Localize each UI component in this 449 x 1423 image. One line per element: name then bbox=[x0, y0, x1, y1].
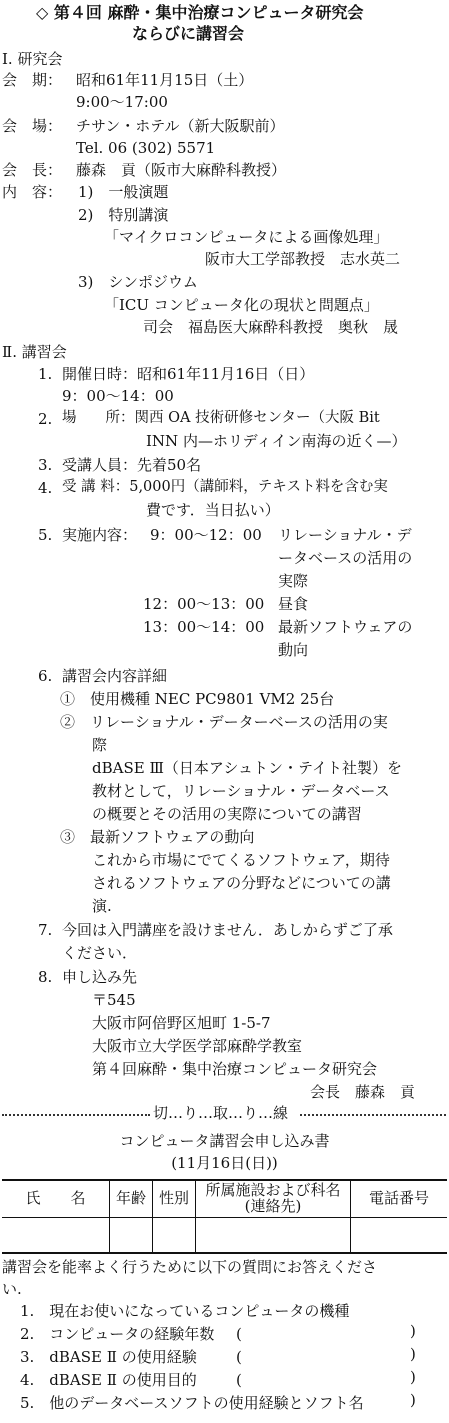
schedule-time: 9：00〜14：00 bbox=[62, 387, 174, 405]
address-line: 第４回麻酔・集中治療コンピュータ研究会 bbox=[92, 1060, 378, 1078]
signature: 会長 藤森 貢 bbox=[310, 1083, 416, 1101]
dates-label: 会 期： bbox=[2, 71, 63, 89]
question-item: 4. dBASE Ⅱ の使用目的 bbox=[20, 1371, 197, 1389]
program-label: 実施内容： bbox=[62, 526, 138, 544]
address-line: 〒545 bbox=[92, 991, 136, 1009]
form-date: (11月16日(日)) bbox=[171, 1154, 278, 1172]
title-line2: ならびに講習会 bbox=[132, 24, 245, 43]
schedule-desc: 実際 bbox=[278, 572, 309, 590]
answer-paren-close[interactable]: ) bbox=[410, 1391, 416, 1409]
apply-heading: 申し込み先 bbox=[62, 968, 138, 986]
header-affiliation: 所属施設および科名 (連絡先) bbox=[196, 1180, 351, 1217]
item-number: 4. bbox=[38, 479, 53, 497]
section2-heading: Ⅱ. 講習会 bbox=[2, 343, 67, 361]
venue-tel: Tel. 06 (302) 5571 bbox=[76, 139, 216, 157]
notice-text: 今回は入門講座を設けません．あしからずご了承 bbox=[62, 921, 393, 939]
dates-value: 昭和61年11月15日（土） bbox=[76, 71, 254, 89]
item-number: 7. bbox=[38, 921, 53, 939]
content-item: 2) 特別講演 bbox=[78, 206, 169, 224]
name-cell[interactable] bbox=[2, 1217, 110, 1253]
age-cell[interactable] bbox=[110, 1217, 153, 1253]
item-number: 1. bbox=[38, 365, 53, 383]
detail-line: 演. bbox=[92, 897, 112, 915]
schedule-desc: リレーショナル・デ bbox=[278, 526, 412, 544]
answer-paren-close[interactable]: ) bbox=[410, 1322, 416, 1340]
cut-dots-right bbox=[300, 1114, 446, 1116]
application-table bbox=[2, 1179, 447, 1254]
title-text: 第４回 麻酔・集中治療コンピュータ研究会 bbox=[53, 3, 364, 22]
address-line: 大阪市立大学医学部麻酔学教室 bbox=[92, 1037, 303, 1055]
detail-line: されるソフトウェアの分野などについての講 bbox=[92, 874, 391, 892]
content-item: 「マイクロコンピュータによる画像処理」 bbox=[104, 228, 389, 246]
fee-text: 受 講 料：5,000円（講師料，テキスト料を含む実 bbox=[62, 479, 388, 495]
answer-paren-open[interactable]: ( bbox=[236, 1325, 242, 1343]
diamond-icon: ◇ bbox=[36, 3, 49, 22]
schedule-time: 12：00〜13：00 bbox=[143, 595, 265, 613]
capacity-text: 受講人員：先着50名 bbox=[62, 456, 202, 474]
content-item: 「ICU コンピュータ化の現状と問題点」 bbox=[104, 296, 379, 314]
schedule-desc: 動向 bbox=[278, 641, 309, 659]
schedule-text: 開催日時：昭和61年11月16日（日） bbox=[62, 365, 315, 383]
questions-intro: 講習会を能率よく行うために以下の質問にお答えくださ bbox=[2, 1258, 378, 1276]
cut-line-label: 切…り…取…り…線 bbox=[153, 1104, 289, 1122]
schedule-desc: 最新ソフトウェアの bbox=[278, 618, 413, 636]
table-row bbox=[2, 1217, 447, 1253]
affiliation-cell[interactable] bbox=[196, 1217, 351, 1253]
content-item: 阪市大工学部教授 志水英二 bbox=[205, 250, 401, 268]
content-label: 内 容： bbox=[2, 183, 63, 201]
answer-paren-close[interactable]: ) bbox=[410, 1368, 416, 1386]
content-item: 3) シンポジウム bbox=[78, 273, 198, 291]
address-line: 大阪市阿倍野区旭町 1-5-7 bbox=[92, 1014, 271, 1032]
section1-heading: Ⅰ. 研究会 bbox=[2, 50, 63, 68]
chair-label: 会 長： bbox=[2, 161, 63, 179]
place-text: 場 所：関西 OA 技術研修センター（大阪 Bit bbox=[62, 410, 380, 426]
item-number: 3. bbox=[38, 456, 53, 474]
detail-line: の概要とその活用の実際についての講習 bbox=[92, 805, 362, 823]
cut-dots-left bbox=[2, 1114, 150, 1116]
venue-label: 会 場： bbox=[2, 117, 63, 135]
question-item: 5. 他のデータベースソフトの使用経験とソフト名 bbox=[20, 1394, 364, 1412]
place-text-cont: INN 内—ホリディイン南海の近く—） bbox=[146, 432, 407, 450]
content-item: 司会 福島医大麻酔科教授 奥秋 晟 bbox=[143, 318, 399, 336]
item-number: 6. bbox=[38, 667, 53, 685]
header-sex: 性別 bbox=[153, 1180, 196, 1217]
content-item: 1) 一般演題 bbox=[78, 183, 169, 201]
questions-intro-cont: い. bbox=[2, 1280, 22, 1298]
item-number: 5. bbox=[38, 526, 53, 544]
question-item: 3. dBASE Ⅱ の使用経験 bbox=[20, 1348, 197, 1366]
details-heading: 講習会内容詳細 bbox=[62, 667, 168, 685]
venue-value: チサン・ホテル（新大阪駅前） bbox=[76, 117, 285, 135]
detail-line: ③ 最新ソフトウェアの動向 bbox=[60, 828, 255, 846]
header-name: 氏 名 bbox=[2, 1180, 110, 1217]
header-phone: 電話番号 bbox=[351, 1180, 448, 1217]
title-line1 bbox=[36, 3, 363, 22]
question-item: 2. コンピュータの経験年数 bbox=[20, 1325, 215, 1343]
detail-line: これから市場にでてくるソフトウェア，期待 bbox=[92, 851, 390, 869]
answer-paren-close[interactable]: ) bbox=[410, 1345, 416, 1363]
form-title: コンピュータ講習会申し込み書 bbox=[119, 1132, 330, 1150]
phone-cell[interactable] bbox=[351, 1217, 448, 1253]
dates-time: 9:00〜17:00 bbox=[76, 93, 168, 111]
answer-paren-open[interactable]: ( bbox=[236, 1348, 242, 1366]
item-number: 8. bbox=[38, 968, 53, 986]
chair-value: 藤森 貢（阪市大麻酔科教授） bbox=[76, 161, 287, 179]
detail-line: dBASE Ⅲ（日本アシュトン・テイト社製）を bbox=[92, 759, 402, 777]
fee-text-cont: 費です．当日払い） bbox=[146, 501, 280, 519]
sex-cell[interactable] bbox=[153, 1217, 196, 1253]
detail-line: 際 bbox=[92, 736, 108, 754]
item-number: 2. bbox=[38, 410, 53, 428]
detail-line: 教材として，リレーショナル・データベース bbox=[92, 782, 390, 800]
schedule-desc: 昼食 bbox=[278, 595, 309, 613]
question-item: 1. 現在お使いになっているコンピュータの機種 bbox=[20, 1302, 350, 1320]
schedule-time: 13：00〜14：00 bbox=[143, 618, 265, 636]
header-age: 年齢 bbox=[110, 1180, 153, 1217]
notice-text-cont: ください． bbox=[62, 944, 138, 962]
detail-line: ② リレーショナル・データーベースの活用の実 bbox=[60, 713, 388, 731]
schedule-desc: ータベースの活用の bbox=[278, 549, 413, 567]
schedule-time: 9：00〜12：00 bbox=[150, 526, 262, 544]
detail-line: ① 使用機種 NEC PC9801 VM2 25台 bbox=[60, 690, 335, 708]
answer-paren-open[interactable]: ( bbox=[236, 1371, 242, 1389]
